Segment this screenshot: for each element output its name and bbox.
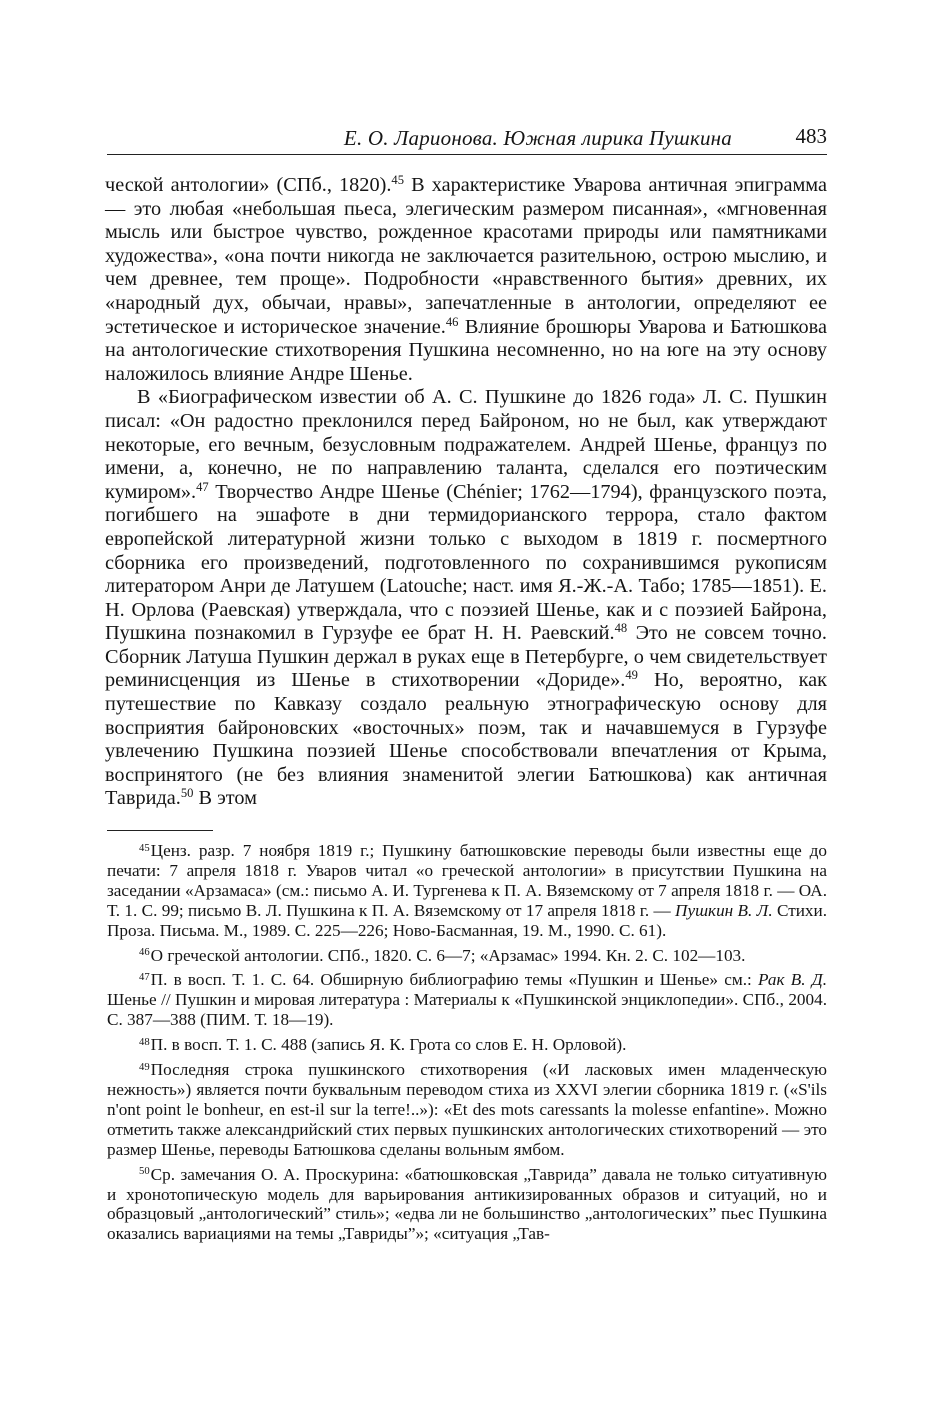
author-name: Пушкин В. Л. xyxy=(675,900,773,920)
footnote-text: Ср. замечания О. А. Проскурина: «батюшковская „Таврида” давала не только ситуативную и хронотопическую модель для варьирования антикизированных образов и ситуаций, но и образцовый „антологический” стиль»; «едва ли не большинство „антологических” пьес Пушкина оказались вариациями на темы „Тавриды”»; «ситуация „Тав- xyxy=(107,1164,827,1244)
footnote-text: Ценз. разр. 7 ноября 1819 г.; Пушкину батюшковские переводы были известны еще до печати: 7 апреля 1818 г. Уваров читал «о греческой антологии» в присутствии Пушкина на заседании «Арзамаса» (см.: письмо А. И. Тургенева к П. А. Вяземскому от 7 апреля 1818 г. — ОА. Т. 1. С. 99; письмо В. Л. Пушкина к П. А. Вяземскому от 17 апреля 1818 г. — xyxy=(107,841,827,920)
main-text xyxy=(105,174,827,811)
footnote-ref-47[interactable]: 47 xyxy=(196,479,209,494)
footnote-47 xyxy=(107,970,827,1030)
footnote-number: 48 xyxy=(139,1036,150,1048)
footnote-text: Стихи. Проза. Письма. М., 1989. С. 225—226; Ново-Басманная, 19. М., 1990. С. 61). xyxy=(107,900,827,940)
footnotes xyxy=(107,841,827,1249)
footnote-number: 46 xyxy=(139,947,150,959)
footnote-number: 50 xyxy=(139,1166,150,1178)
text-run: Влияние брошюры Уварова и Батюшкова на антологические стихотворения Пушкина несомненно, но на юге на эту основу наложилось влияние Андре Шенье. xyxy=(105,315,827,385)
footnote-ref-50[interactable]: 50 xyxy=(180,786,194,801)
footnote-ref-49[interactable]: 49 xyxy=(625,668,638,683)
running-title: Е. О. Ларионова. Южная лирика Пушкина xyxy=(343,126,732,150)
footnote-50 xyxy=(107,1165,827,1245)
paragraph-1 xyxy=(105,174,827,386)
footnote-text: Шенье // Пушкин и мировая литература : Материалы к «Пушкинской энциклопедии». СПб., 2004. С. 387—388 (ПИМ. Т. 18—19). xyxy=(107,990,827,1030)
running-header xyxy=(107,118,827,155)
footnote-49 xyxy=(107,1060,827,1160)
text-run: В этом xyxy=(193,787,257,810)
footnote-separator xyxy=(107,830,213,831)
text-run: ческой антологии» (СПб., 1820). xyxy=(105,174,392,196)
text-run: Это не совсем точно. Сборник Латуша Пушкин держал в руках еще в Петербурге, о чем свидетельствует реминисценция из Шенье в стихотворении «Дориде». xyxy=(105,622,827,692)
footnote-text: П. в восп. Т. 1. С. 488 (запись Я. К. Грота со слов Е. Н. Орловой). xyxy=(150,1035,627,1055)
footnote-text: П. в восп. Т. 1. С. 64. Обширную библиографию темы «Пушкин и Шенье» см.: xyxy=(150,970,759,990)
footnote-text: Последняя строка пушкинского стихотворения («И ласковых имен младенческую нежность») является почти буквальным переводом стиха из XXVI элегии сборника 1819 г. («S'ils n'ont point le bonheur, en est-il sur la terre!..»): «Et des mots caressants la molesse enfantine». Можно отметить также александрийский стих первых пушкинских антологических стихотворений — это размер Шенье, переводы Батюшкова сделаны вольным ямбом. xyxy=(107,1060,827,1159)
footnote-ref-46[interactable]: 46 xyxy=(445,314,459,329)
text-run: Но, вероятно, как путешествие по Кавказу создало реальную этнографическую основу для восприятия байроновских «восточных» поэм, так и начавшемуся в Гурзуфе увлечению Пушкина поэзией Шенье способствовали впечатления от Крыма, воспринятого (не без влияния знаменитой элегии Батюшкова) как античная Таврида. xyxy=(105,669,827,810)
footnote-number: 45 xyxy=(139,842,150,854)
footnote-48 xyxy=(107,1035,827,1055)
footnote-46 xyxy=(107,946,827,966)
text-run: В характеристике Уварова античная эпиграмма — это любая «небольшая пьеса, элегическим размером писанная», «мгновенная мысль или быстрое чувство, рожденное красотами природы или памятниками художества», «она почти никогда не заключается разительною, острою мыслию, и чем древнее, тем проще». Подробности «нравственного бытия» древних, их «народный дух, обычаи, нравы», запечатленные в антологии, определяют ее эстетическое и историческое значение. xyxy=(105,174,827,338)
text-run: Творчество Андре Шенье (Chénier; 1762—1794), французского поэта, погибшего на эшафоте в дни термидорианского террора, стало фактом европейской литературной жизни только с выходом в 1819 г. посмертного сборника его произведений, подготовленного по сохранившимся рукописям литератором Анри де Латушем (Latouche; наст. имя Я.-Ж.-А. Табо; 1785—1851). Е. Н. Орлова (Раевская) утверждала, что с поэзией Шенье, как и с поэзией Байрона, Пушкина познакомил в Гурзуфе ее брат Н. Н. Раевский. xyxy=(105,480,827,645)
footnote-number: 47 xyxy=(139,972,150,984)
footnote-45 xyxy=(107,841,827,941)
footnote-ref-48[interactable]: 48 xyxy=(614,621,628,636)
author-name: Рак В. Д. xyxy=(758,970,827,990)
footnote-text: О греческой антологии. СПб., 1820. С. 6—7; «Арзамас» 1994. Кн. 2. С. 102—103. xyxy=(150,945,746,965)
text-run: В «Биографическом известии об А. С. Пушкине до 1826 года» Л. С. Пушкин писал: «Он радостно преклонился перед Байроном, но не был, как утверждают некоторые, его вечным, безусловным подражателем. Андрей Шенье, француз по имени, а, конечно, не по направлению таланта, сделался его поэтическим кумиром». xyxy=(105,386,827,503)
paragraph-2 xyxy=(105,386,827,811)
footnote-number: 49 xyxy=(139,1061,150,1073)
page-number: 483 xyxy=(795,124,827,148)
footnote-ref-45[interactable]: 45 xyxy=(391,173,404,188)
